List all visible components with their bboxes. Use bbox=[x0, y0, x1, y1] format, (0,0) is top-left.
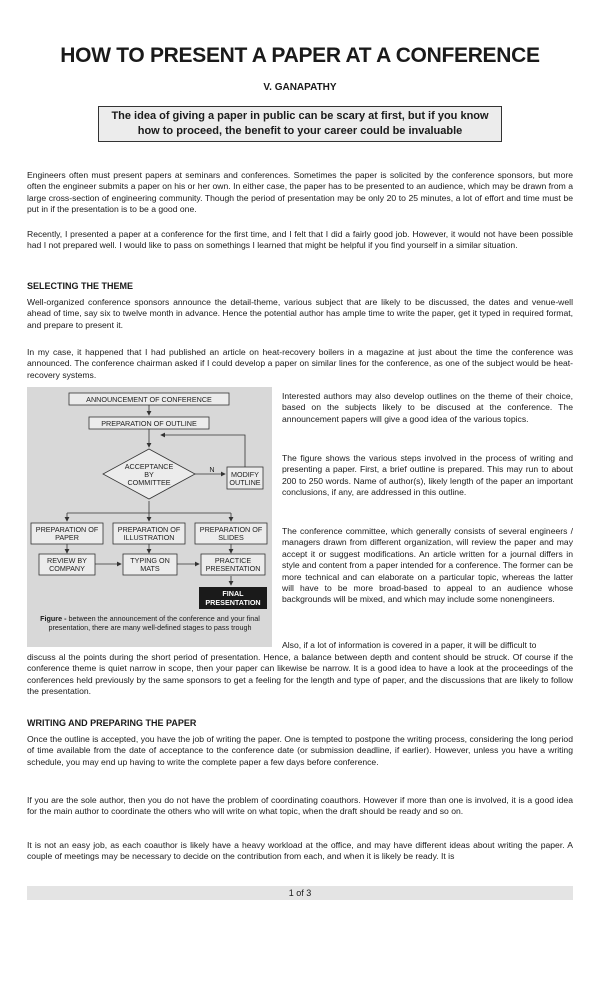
fig-typing-1: TYPING ON bbox=[130, 556, 170, 565]
paragraph-coauthors: It is not an easy job, as each coauthor is likely have a heavy workload at the office, and may have different ideas about writing the paper. A couple of meetings may be necessary to decide on the contribution from each, and when it is likely be ready. It is bbox=[27, 840, 573, 862]
fig-accept-label-2: BY bbox=[144, 470, 154, 479]
column-paragraph-4: Also, if a lot of information is covered in a paper, it will be difficult to bbox=[282, 640, 537, 650]
figure-caption-text: between the announcement of the conference and your final presentation, there are many well-defined stages to pass trough bbox=[48, 614, 260, 632]
fig-outline-label: PREPARATION OF OUTLINE bbox=[101, 419, 197, 428]
column-paragraph-1: Interested authors may also develop outlines on the theme of their choice, based on the subjects likely to be discused at the conference. The announcement papers will give a good idea of the various topics. bbox=[282, 391, 573, 424]
paragraph-intro: Engineers often must present papers at seminars and conferences. Sometimes the paper is solicited by the conference sponsors, but more often the engineer submits a paper on his or her own. In either case, the paper has to be presented to an audience, which may be drawn from a large cross-section of engineering community. Though the period of presentation may be only 20 to 25 minutes, a lot of effort and time must be put in if the presentation is to be a good one. bbox=[27, 170, 573, 215]
fig-final-2: PRESENTATION bbox=[205, 598, 261, 607]
fig-accept-label-1: ACCEPTANCE bbox=[124, 462, 174, 471]
fig-modify-label-1: MODIFY bbox=[231, 470, 259, 479]
fig-prep-slides-2: SLIDES bbox=[218, 533, 244, 542]
page-number: 1 of 3 bbox=[27, 886, 573, 900]
fig-practice-2: PRESENTATION bbox=[205, 564, 261, 573]
column-paragraph-3: The conference committee, which generally consists of several engineers / managers drawn from different organization, will review the paper and may accept it or suggest modifications. An article written for a journal differs in style and content from a paper intended for a conference. The former can be more technical and can elaborate on a particular topic, whereas the latter will have to be more broad-based to appeal to an audience whose backgrounds will be mixed, and which may include some nonengineers. bbox=[282, 526, 573, 605]
figure-caption bbox=[40, 614, 260, 632]
heading-writing-paper: WRITING AND PREPARING THE PAPER bbox=[27, 718, 197, 728]
fig-prep-paper-2: PAPER bbox=[55, 533, 79, 542]
fig-prep-ill-1: PREPARATION OF bbox=[117, 525, 181, 534]
author-name: V. GANAPATHY bbox=[263, 82, 337, 93]
fig-final-1: FINAL bbox=[222, 589, 244, 598]
paragraph-outline-accepted: Once the outline is accepted, you have the job of writing the paper. One is tempted to postpone the writing process, considering the long period of time available from the date of acceptance to the conference date (or submission deadline, if earlier). However, unless you have a writing schedule, you may end up having to write the complete paper a few days before conference. bbox=[27, 734, 573, 767]
flowchart-figure bbox=[27, 387, 272, 647]
paragraph-my-case: In my case, it happened that I had published an article on heat-recovery boilers in a magazine at just about the time the conference was announced. The conference chairman asked if I could develop a paper on similar lines for the conference, as one of the subject would be heat-recovery systems. bbox=[27, 347, 573, 380]
column-paragraph-2: The figure shows the various steps involved in the process of writing and presenting a paper. First, a brief outline is prepared. This may run to about 200 to 250 words. Name of author(s), likely length of the paper an important conclusions, if any, are addressed in this outline. bbox=[282, 453, 573, 498]
fig-prep-slides-1: PREPARATION OF bbox=[199, 525, 263, 534]
fig-prep-ill-2: ILLUSTRATION bbox=[123, 533, 175, 542]
fig-typing-2: MATS bbox=[140, 564, 160, 573]
paragraph-sponsors: Well-organized conference sponsors announce the detail-theme, various subject that are likely to be discussed, the dates and venue-well ahead of time, say six to twelve month in advance. Hence the potential author has ample time to write the paper, get it typed in required format, and prepare to present it. bbox=[27, 297, 573, 330]
fig-practice-1: PRACTICE bbox=[214, 556, 252, 565]
fig-review-1: REVIEW BY bbox=[47, 556, 87, 565]
fig-accept-label-3: COMMITTEE bbox=[127, 478, 171, 487]
page-title: HOW TO PRESENT A PAPER AT A CONFERENCE bbox=[60, 44, 540, 67]
fig-prep-paper-1: PREPARATION OF bbox=[35, 525, 99, 534]
heading-selecting-theme: SELECTING THE THEME bbox=[27, 281, 134, 291]
fig-announce-label: ANNOUNCEMENT OF CONFERENCE bbox=[86, 395, 212, 404]
paragraph-sole-author: If you are the sole author, then you do not have the problem of coordinating coauthors. However if more than one is involved, it is a good idea for the main author to coordinate the others who will write on what topic, when the draft should be ready and so on. bbox=[27, 795, 573, 817]
lede-box: The idea of giving a paper in public can be scary at first, but if you know how to proceed, the benefit to your career could be invaluable bbox=[98, 106, 502, 142]
fig-modify-label-2: OUTLINE bbox=[229, 478, 261, 487]
paragraph-recently: Recently, I presented a paper at a conference for the first time, and I felt that I did a fairly good job. However, it would not have been possible had I not prepared well. I would like to pass on somethings I learned that might be helpful if you find yourself in a similar situation. bbox=[27, 229, 573, 251]
paragraph-discuss: discuss al the points during the short period of presentation. Hence, a balance between depth and content should be struck. Of course if the conference theme is quiet narrow in scope, then your paper can likewise be narrow. It is a good idea to have a look at the proceedings of the conferences held previously by the same sponsors to get a feeling for the length and type of paper, and the discussions that are likely to follow the presentation. bbox=[27, 652, 573, 697]
figure-caption-label: Figure - bbox=[40, 614, 67, 623]
fig-review-2: COMPANY bbox=[49, 564, 85, 573]
fig-n-label: N bbox=[209, 465, 215, 474]
